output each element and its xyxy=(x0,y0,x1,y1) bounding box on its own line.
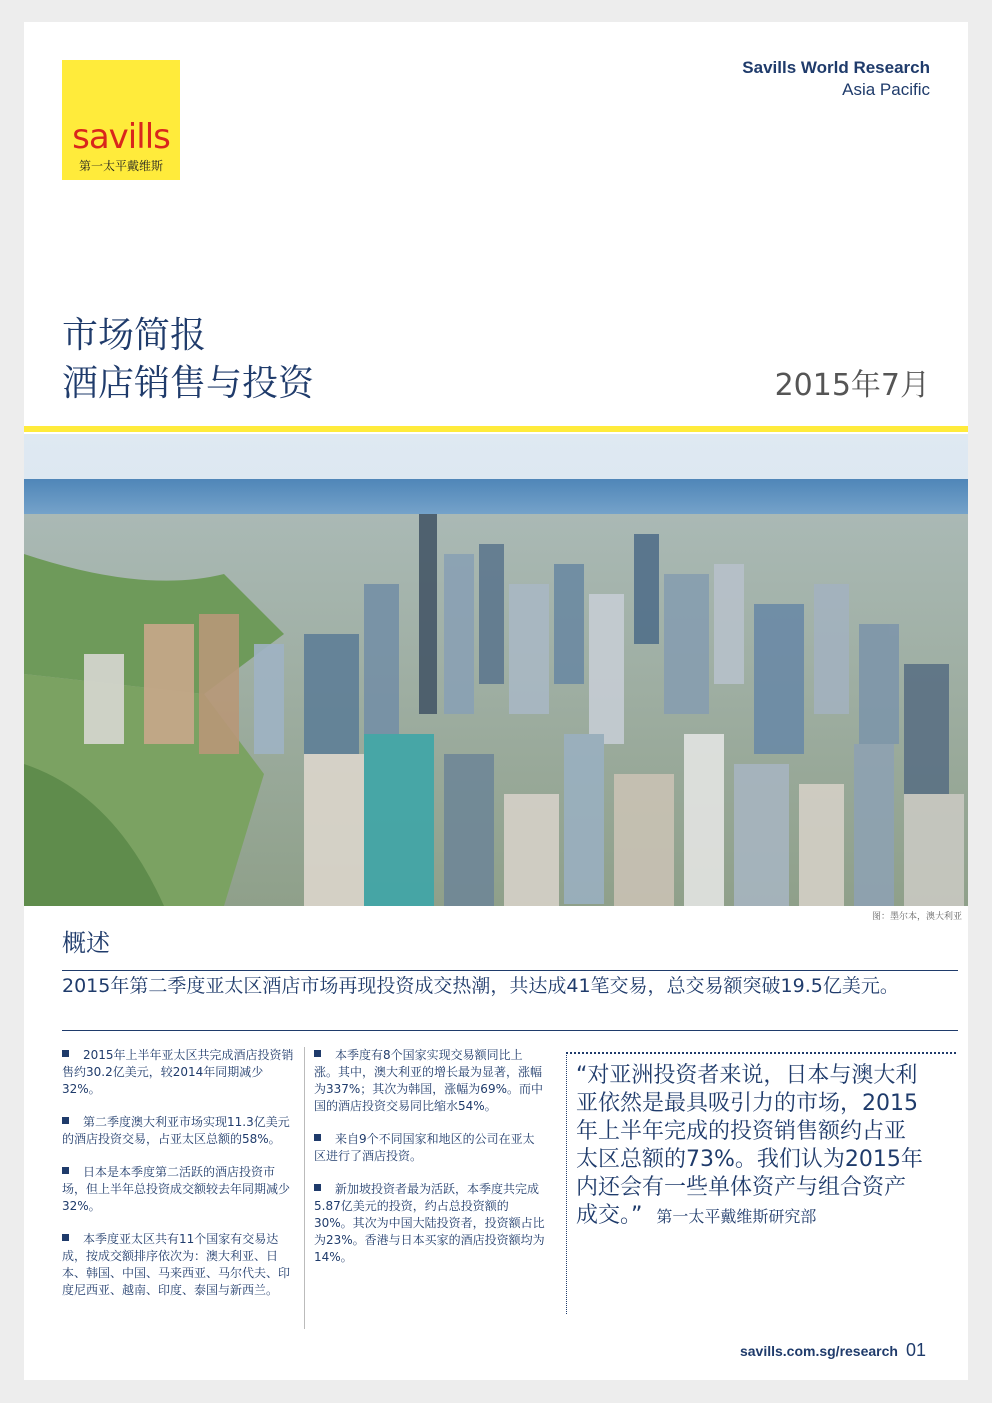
overview-rule-top xyxy=(62,970,958,971)
bullet-square-icon xyxy=(62,1167,69,1174)
bullet-square-icon xyxy=(314,1134,321,1141)
pull-quote xyxy=(576,1062,924,1231)
overview-rule-bottom xyxy=(62,1030,958,1031)
quote-text: “对亚洲投资者来说，日本与澳大利亚依然是最具吸引力的市场，2015年上半年完成的投资销售额约占亚太区总额的73%。我们认为2015年内还会有一些单体资产与组合资产成交。” xyxy=(576,1063,923,1228)
list-item: 新加坡投资者最为活跃，本季度共完成5.87亿美元的投资，约占总投资额的30%。其次为中国大陆投资者，投资额占比为23%。香港与日本买家的酒店投资额均为14%。 xyxy=(314,1182,545,1264)
cover-photo xyxy=(24,434,968,906)
footer xyxy=(740,1340,926,1361)
brand-line1: Savills World Research xyxy=(742,58,930,77)
title-line1: 市场简报 xyxy=(62,315,207,356)
bullet-square-icon xyxy=(62,1117,69,1124)
list-item: 本季度有8个国家实现交易额同比上涨。其中，澳大利亚的增长最为显著，涨幅为337%；其次为韩国，涨幅为69%。而中国的酒店投资交易同比缩水54%。 xyxy=(314,1048,543,1113)
logo-word: savills xyxy=(72,117,170,157)
page-title xyxy=(62,312,314,408)
list-item: 本季度亚太区共有11个国家有交易达成，按成交额排序依次为：澳大利亚、日本、韩国、中国、马来西亚、马尔代夫、印度尼西亚、越南、印度、泰国与新西兰。 xyxy=(62,1232,291,1297)
bullets-column-1 xyxy=(62,1047,294,1315)
city-skyline-image xyxy=(24,434,968,906)
title-line2: 酒店销售与投资 xyxy=(62,363,315,404)
page xyxy=(24,22,968,1380)
overview-lead: 2015年第二季度亚太区酒店市场再现投资成交热潮，共达成41笔交易，总交易额突破19.5亿美元。 xyxy=(62,975,899,997)
bullet-square-icon xyxy=(62,1234,69,1241)
list-item: 来自9个不同国家和地区的公司在亚太区进行了酒店投资。 xyxy=(314,1132,535,1163)
report-date: 2015年7月 xyxy=(774,368,930,403)
yellow-divider xyxy=(24,426,968,432)
list-item: 日本是本季度第二活跃的酒店投资市场，但上半年总投资成交额较去年同期减少32%。 xyxy=(62,1165,291,1213)
photo-caption: 图：墨尔本，澳大利亚 xyxy=(871,912,962,922)
quote-source: 第一太平戴维斯研究部 xyxy=(656,1207,817,1226)
brand-block xyxy=(742,58,930,102)
logo-cn: 第一太平戴维斯 xyxy=(78,159,163,173)
page-number: 01 xyxy=(905,1340,926,1360)
brand-line2: Asia Pacific xyxy=(842,80,930,99)
list-item: 第二季度澳大利亚市场实现11.3亿美元的酒店投资交易，占亚太区总额的58%。 xyxy=(62,1115,290,1146)
quote-side-rule xyxy=(566,1052,567,1314)
column-divider xyxy=(304,1047,305,1329)
savills-logo[interactable] xyxy=(62,60,180,180)
bullet-square-icon xyxy=(314,1050,321,1057)
bullet-square-icon xyxy=(62,1050,69,1057)
footer-url-link[interactable]: savills.com.sg/research xyxy=(739,1343,898,1359)
list-item: 2015年上半年亚太区共完成酒店投资销售约30.2亿美元，较2014年同期减少32%。 xyxy=(62,1048,294,1096)
bullets-column-2 xyxy=(314,1047,546,1282)
quote-rule xyxy=(566,1052,956,1054)
overview-heading: 概述 xyxy=(62,929,110,957)
bullet-square-icon xyxy=(314,1184,321,1191)
